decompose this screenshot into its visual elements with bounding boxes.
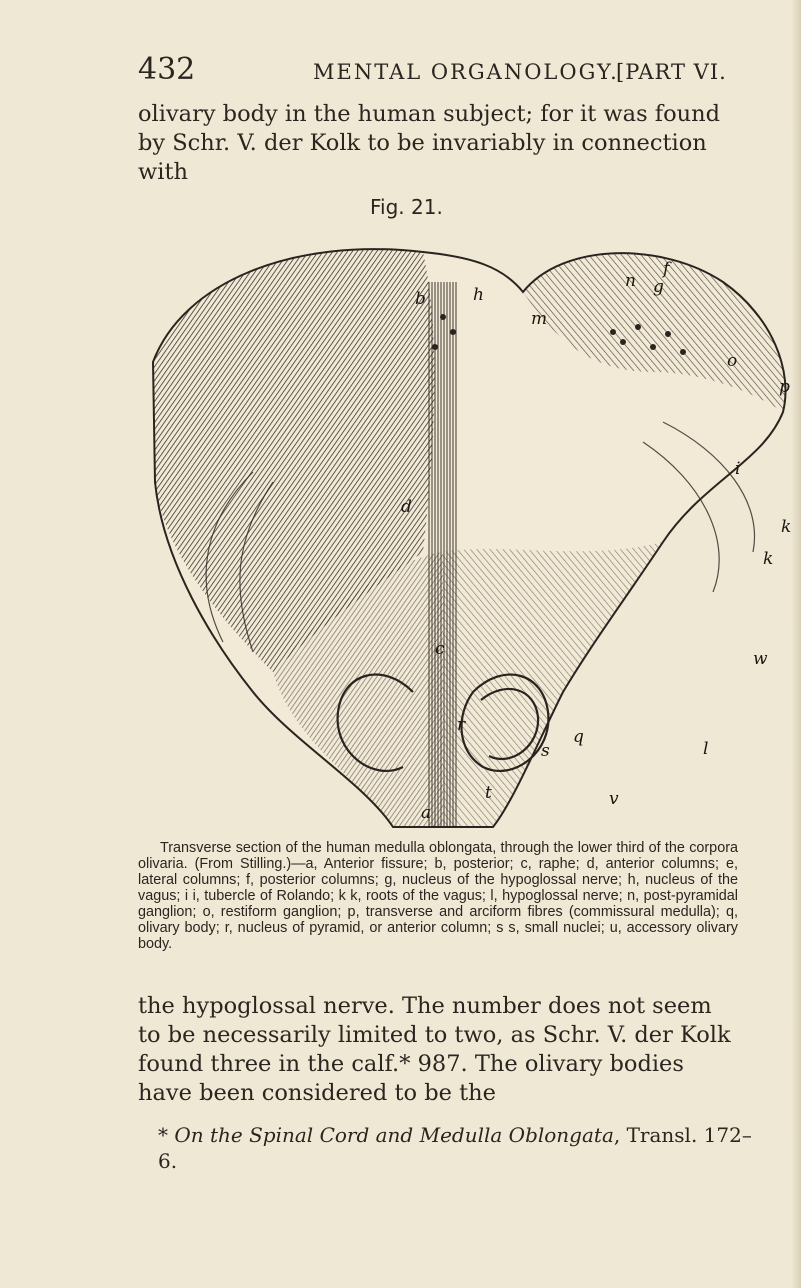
figure-letter-r: r xyxy=(457,715,466,735)
figure-letter-s: s xyxy=(541,741,550,761)
figure-letter-t: t xyxy=(485,783,492,803)
figure-letter-k-lower: k xyxy=(763,549,774,569)
figure-label: Fig. 21. xyxy=(370,195,443,219)
figure-letter-n: n xyxy=(625,271,636,291)
figure-caption xyxy=(138,840,738,952)
figure-letter-v: v xyxy=(609,789,619,809)
figure-letter-l: l xyxy=(703,739,709,759)
figure-letter-b: b xyxy=(415,289,426,309)
part-label: [PART VI. xyxy=(616,60,727,84)
footnote-title: On the Spinal Cord and Medulla Oblongata xyxy=(174,1123,614,1147)
running-title: MENTAL ORGANOLOGY. xyxy=(313,60,619,84)
figure-letter-h: h xyxy=(473,285,484,305)
figure-letter-m: m xyxy=(531,309,548,329)
caption-text: Transverse section of the human medulla oblongata, through the lower third of the corpora olivaria. (From Stilling.)—a, Anterior fissure; b, posterior; c, raphe; d, anterior columns; e, lateral columns; f, posterior columns; g, nucleus of the hypoglossal nerve; h, nucleus of the vagus; i i, tubercle of Rolando; k k, roots of the vagus; l, hypoglossal nerve; n, post-pyramidal ganglion; o, restiform ganglion; p, transverse and arciform fibres (commissural medulla); q, olivary body; r, nucleus of pyramid, or anterior column; s s, small nuclei; u, accessory olivary body. xyxy=(138,840,738,952)
figure-letter-f: f xyxy=(663,259,670,279)
figure-letter-d: d xyxy=(401,497,412,517)
page-header xyxy=(138,52,738,88)
footnote xyxy=(158,1122,758,1174)
body-paragraph-bottom: the hypoglossal nerve. The number does not seem to be necessarily limited to two, as Schr. V. der Kolk found three in the calf.* 987. The olivary bodies have been considered to be the xyxy=(138,993,731,1106)
figure-letter-w: w xyxy=(753,649,768,669)
figure-letter-p: p xyxy=(779,377,790,397)
figure-letter-k-upper: k xyxy=(781,517,792,537)
figure-letter-q: q xyxy=(573,727,584,747)
figure-letter-a: a xyxy=(421,803,432,823)
footnote-marker: * xyxy=(158,1123,168,1147)
body-paragraph-top: olivary body in the human subject; for it was found by Schr. V. der Kolk to be invariably in connection with xyxy=(138,101,721,185)
footnote-rest: , Transl. 172–6. xyxy=(158,1123,752,1173)
page-number: 432 xyxy=(138,52,196,87)
figure-letter-g: g xyxy=(653,277,664,297)
figure-letter-o: o xyxy=(727,351,738,371)
medulla-engraving xyxy=(143,222,801,832)
figure-letter-i: i xyxy=(735,459,741,479)
figure-letter-c: c xyxy=(435,639,445,659)
medulla-illustration xyxy=(143,222,801,832)
